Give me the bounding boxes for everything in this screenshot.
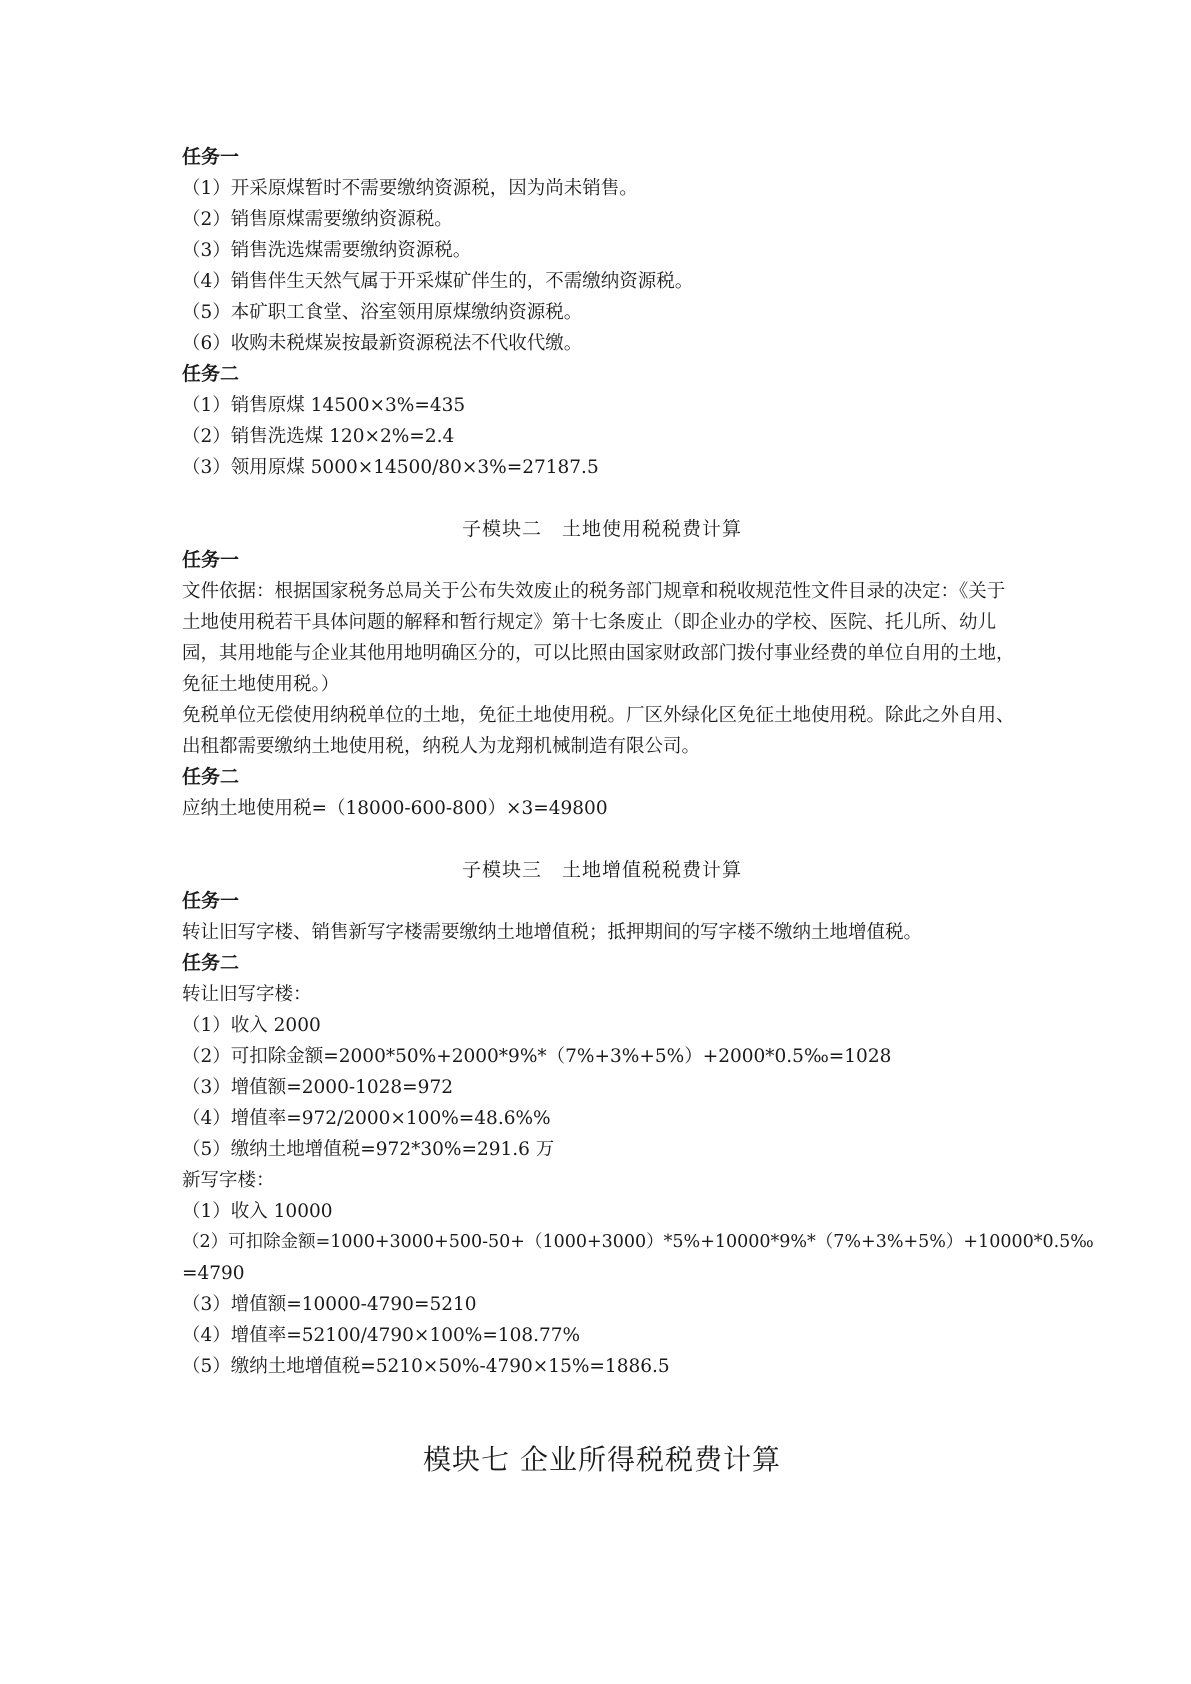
task-heading: 任务二	[182, 952, 240, 974]
list-item: （1）收入 2000	[182, 1015, 321, 1036]
list-label: 新写字楼：	[182, 1170, 275, 1191]
list-label: 转让旧写字楼：	[182, 984, 312, 1005]
formula: 应纳土地使用税=（18000-600-800）×3=49800	[182, 798, 608, 819]
list-item: （2）销售洗选煤 120×2%=2.4	[182, 426, 455, 447]
spacer	[182, 1382, 1022, 1440]
document-page	[182, 142, 1094, 1480]
list-item: （5）本矿职工食堂、浴室领用原煤缴纳资源税。	[182, 302, 583, 323]
task-heading: 任务一	[182, 890, 240, 912]
list-item: （2）销售原煤需要缴纳资源税。	[182, 209, 453, 230]
module-title: 模块七 企业所得税税费计算	[423, 1443, 781, 1476]
list-item: =4790	[182, 1263, 245, 1284]
list-item: （4）增值率=972/2000×100%=48.6%%	[182, 1108, 551, 1129]
list-item: （5）缴纳土地增值税=5210×50%-4790×15%=1886.5	[182, 1356, 670, 1377]
list-item: （3）销售洗选煤需要缴纳资源税。	[182, 240, 472, 261]
list-item: （4）增值率=52100/4790×100%=108.77%	[182, 1325, 581, 1346]
paragraph: 文件依据：根据国家税务总局关于公布失效废止的税务部门规章和税收规范性文件目录的决定：《关于土地使用税若干具体问题的解释和暂行规定》第十七条废止（即企业办的学校、医院、托儿所、幼儿园，其用地能与企业其他用地明确区分的，可以比照由国家财政部门拨付事业经费的单位自用的土地，免征土地使用税。）	[182, 581, 1015, 695]
list-item: （6）收购未税煤炭按最新资源税法不代收代缴。	[182, 333, 583, 354]
spacer	[182, 483, 1022, 514]
task-heading: 任务一	[182, 146, 240, 168]
list-item: （2）可扣除金额=2000*50%+2000*9%*（7%+3%+5%）+2000*0.5‰=1028	[182, 1046, 892, 1067]
task-heading: 任务二	[182, 766, 240, 788]
paragraph: 转让旧写字楼、销售新写字楼需要缴纳土地增值税；抵押期间的写字楼不缴纳土地增值税。	[182, 922, 923, 943]
list-item: （4）销售伴生天然气属于开采煤矿伴生的，不需缴纳资源税。	[182, 271, 694, 292]
paragraph: 免税单位无偿使用纳税单位的土地，免征土地使用税。厂区外绿化区免征土地使用税。除此之外自用、出租都需要缴纳土地使用税，纳税人为龙翔机械制造有限公司。	[182, 705, 1015, 757]
list-item: （1）销售原煤 14500×3%=435	[182, 395, 466, 416]
submodule-title: 子模块三 土地增值税税费计算	[461, 859, 742, 881]
list-item: （3）增值额=10000-4790=5210	[182, 1294, 477, 1315]
list-item: （3）增值额=2000-1028=972	[182, 1077, 453, 1098]
list-item: （2）可扣除金额=1000+3000+500-50+（1000+3000）*5%+10000*9%*（7%+3%+5%）+10000*0.5‰	[182, 1232, 1094, 1252]
list-item: （1）开采原煤暂时不需要缴纳资源税，因为尚未销售。	[182, 178, 638, 199]
list-item: （3）领用原煤 5000×14500/80×3%=27187.5	[182, 457, 599, 478]
spacer	[182, 824, 1022, 855]
list-item: （1）收入 10000	[182, 1201, 333, 1222]
task-heading: 任务二	[182, 363, 240, 385]
submodule-title: 子模块二 土地使用税税费计算	[461, 518, 742, 540]
list-item: （5）缴纳土地增值税=972*30%=291.6 万	[182, 1139, 555, 1160]
task-heading: 任务一	[182, 549, 240, 571]
